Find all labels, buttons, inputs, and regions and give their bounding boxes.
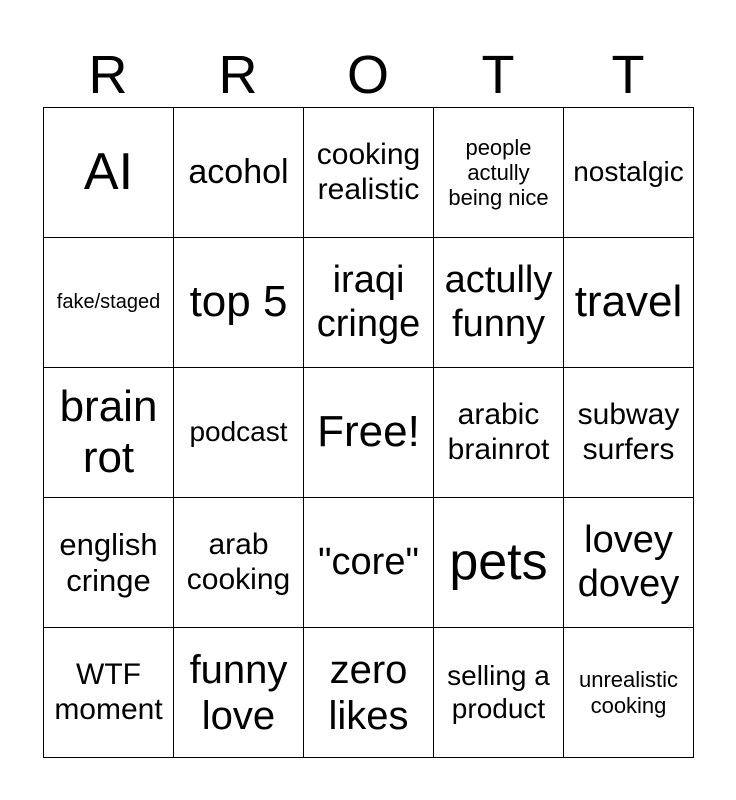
bingo-cell[interactable] <box>44 238 174 368</box>
cell-label: "core" <box>318 540 419 583</box>
cell-label: people actully being nice <box>448 134 549 211</box>
cell-label: iraqi cringe <box>316 258 421 345</box>
bingo-cell[interactable] <box>434 498 564 628</box>
cell-label: nostalgic <box>573 156 684 188</box>
free-space-label: Free! <box>317 407 420 457</box>
bingo-cell[interactable] <box>304 108 434 238</box>
bingo-cell[interactable] <box>434 108 564 238</box>
cell-label: english cringe <box>59 526 158 598</box>
bingo-cell[interactable] <box>434 628 564 758</box>
cell-label: fake/staged <box>56 291 161 313</box>
bingo-cell[interactable] <box>434 368 564 498</box>
bingo-cell[interactable] <box>44 628 174 758</box>
header-letter: T <box>481 45 515 105</box>
header-letter: R <box>88 45 128 105</box>
bingo-cell[interactable] <box>174 628 304 758</box>
free-space-cell[interactable] <box>304 368 434 498</box>
cell-label: funny love <box>189 647 288 738</box>
cell-label: acohol <box>188 152 289 191</box>
header-letter: R <box>218 45 258 105</box>
cell-label: zero likes <box>328 647 409 738</box>
cell-label: AI <box>83 142 134 201</box>
cell-label: selling a product <box>447 660 550 724</box>
bingo-cell[interactable] <box>174 108 304 238</box>
bingo-cell[interactable] <box>564 108 694 238</box>
cell-label: podcast <box>189 416 288 448</box>
cell-label: arabic brainrot <box>447 398 550 466</box>
bingo-cell[interactable] <box>44 368 174 498</box>
cell-label: travel <box>574 277 683 327</box>
header-letter: T <box>611 45 645 105</box>
cell-label: WTF moment <box>54 658 163 726</box>
bingo-cell[interactable] <box>174 238 304 368</box>
bingo-header <box>43 44 693 106</box>
bingo-cell[interactable] <box>174 498 304 628</box>
bingo-cell[interactable] <box>434 238 564 368</box>
bingo-cell[interactable] <box>564 368 694 498</box>
bingo-cell[interactable] <box>564 498 694 628</box>
cell-label: pets <box>449 532 548 591</box>
bingo-board <box>43 107 694 758</box>
header-letter: O <box>346 45 389 105</box>
bingo-cell[interactable] <box>564 238 694 368</box>
cell-label: top 5 <box>189 277 288 327</box>
cell-label: subway surfers <box>577 398 680 466</box>
cell-label: actully funny <box>444 258 553 345</box>
cell-label: brain rot <box>59 381 158 482</box>
cell-label: unrealistic cooking <box>578 667 679 718</box>
bingo-cell[interactable] <box>564 628 694 758</box>
cell-label: arab cooking <box>186 528 291 596</box>
cell-label: lovey dovey <box>577 518 680 605</box>
bingo-cell[interactable] <box>44 108 174 238</box>
bingo-cell[interactable] <box>304 628 434 758</box>
cell-label: cooking realistic <box>316 138 421 206</box>
bingo-cell[interactable] <box>304 238 434 368</box>
bingo-cell[interactable] <box>304 498 434 628</box>
bingo-cell[interactable] <box>174 368 304 498</box>
bingo-cell[interactable] <box>44 498 174 628</box>
